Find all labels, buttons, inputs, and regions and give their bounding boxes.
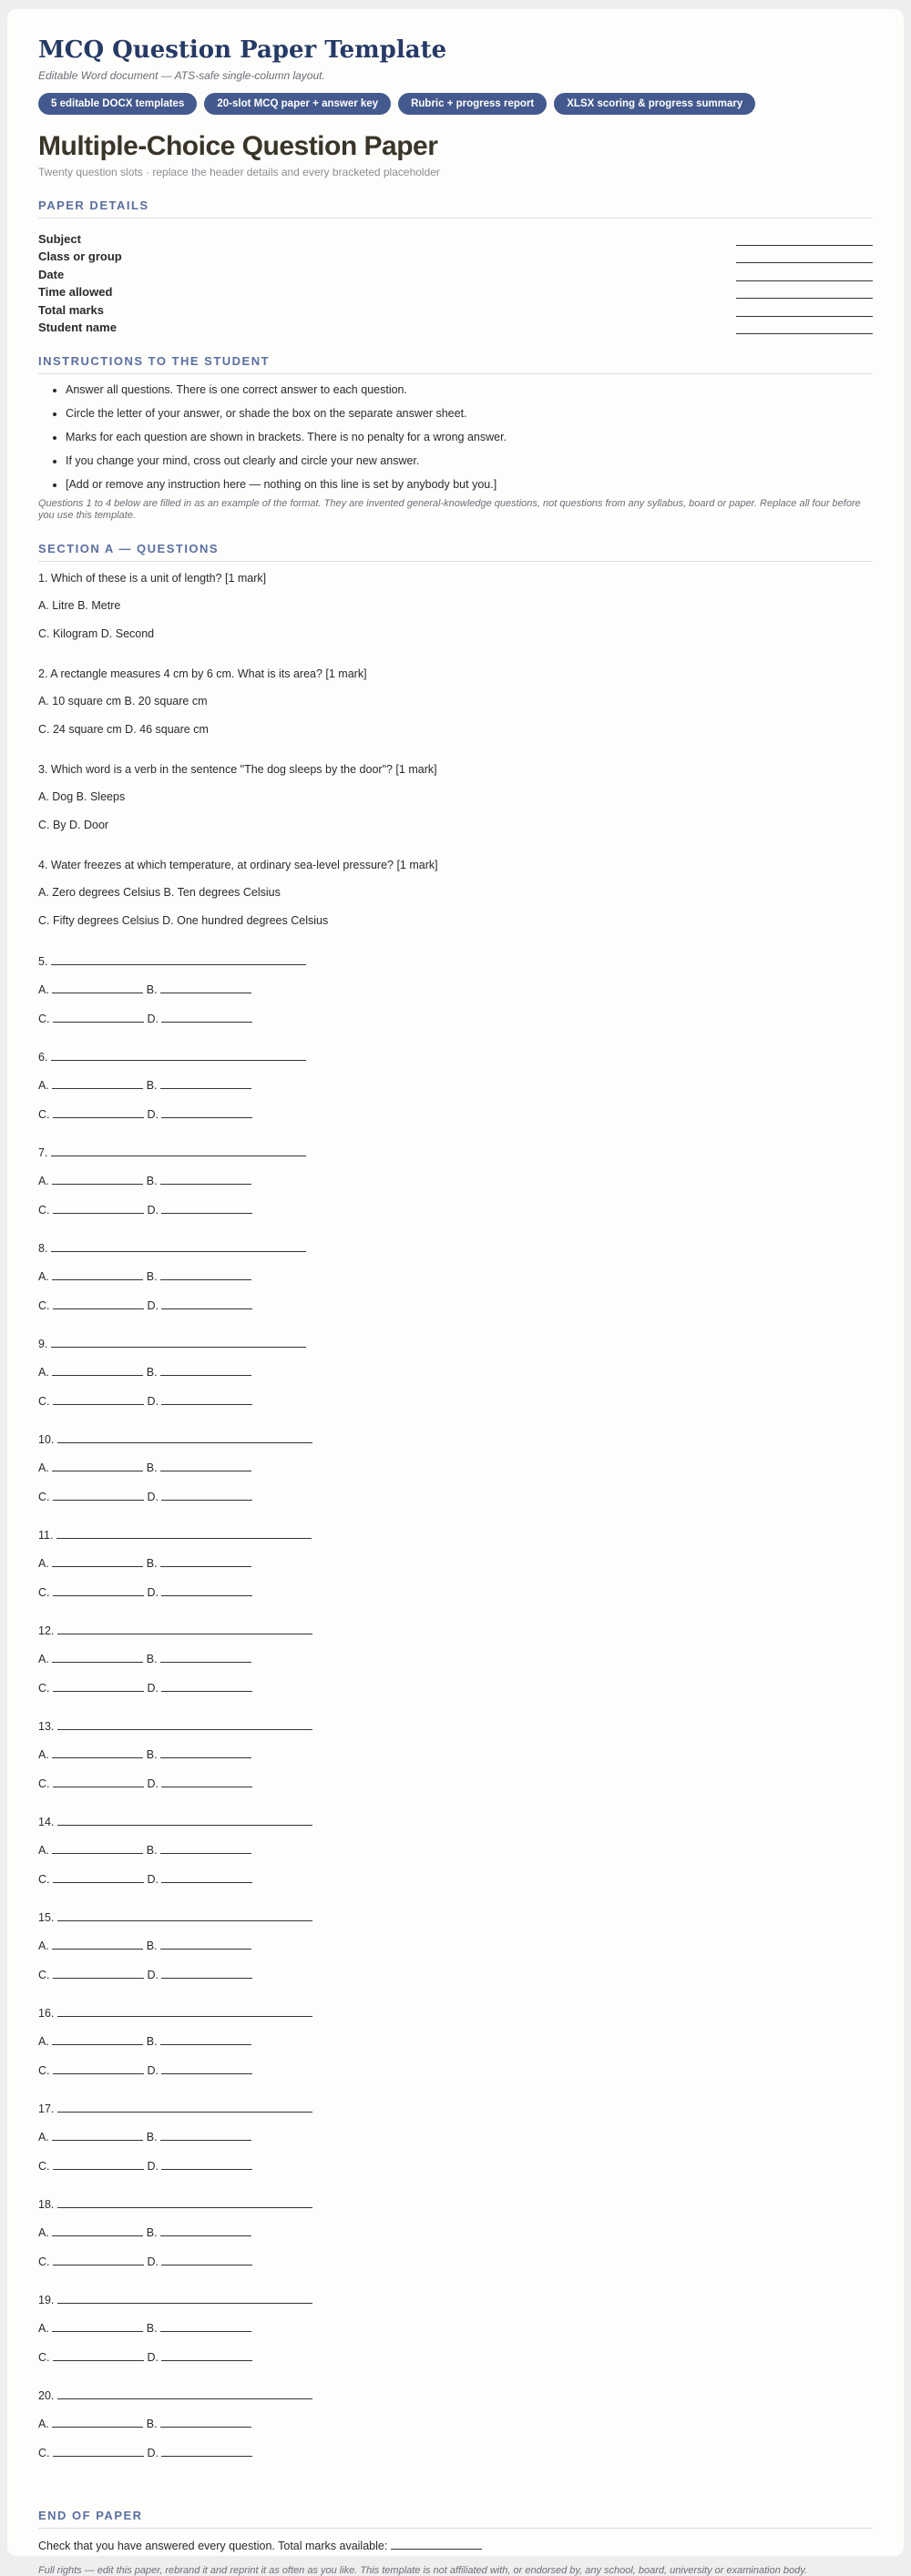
question-blank-line <box>51 1336 306 1348</box>
option-blank-line <box>53 1393 144 1405</box>
question-blank-line <box>57 2005 312 2017</box>
option-blank-line <box>161 2349 252 2361</box>
options-ab <box>38 1842 873 1858</box>
document-page <box>7 9 904 2576</box>
option-letter: B. <box>146 1270 158 1283</box>
question-item <box>38 1049 873 1145</box>
question-number: 14. <box>38 1816 55 1828</box>
section-a-heading: SECTION A — QUESTIONS <box>38 542 873 562</box>
options-cd: C. By D. Door <box>38 819 109 831</box>
options-cd <box>38 1202 873 1217</box>
option-blank-line <box>52 2033 143 2045</box>
options-ab <box>38 1555 873 1571</box>
option-blank-line <box>161 1489 252 1501</box>
options-cd <box>38 2349 873 2365</box>
option-blank-line <box>160 2225 251 2236</box>
options-ab: A. Litre B. Metre <box>38 599 121 612</box>
question-stem: 4. Water freezes at which temperature, at ordinary sea-level pressure? [1 mark] <box>38 859 438 871</box>
option-letter: B. <box>146 2226 158 2239</box>
option-blank-line <box>52 1555 143 1567</box>
option-blank-line <box>160 1364 251 1376</box>
option-letter: A. <box>38 1748 49 1761</box>
detail-label: Subject <box>38 231 81 246</box>
detail-row <box>38 299 873 317</box>
option-letter: A. <box>38 2131 49 2143</box>
options-ab <box>38 1746 873 1762</box>
question-stem <box>38 2388 873 2403</box>
question-stem <box>38 1623 873 1638</box>
option-letter: A. <box>38 2035 49 2048</box>
options-cd <box>38 2158 873 2174</box>
question-item <box>38 1336 873 1431</box>
option-letter: A. <box>38 2418 49 2430</box>
instruction-item: • If you change your mind, cross out clearly and circle your new answer. <box>66 454 873 467</box>
question-number: 18. <box>38 2198 55 2211</box>
options-ab <box>38 2416 873 2431</box>
options-cd <box>38 1106 873 1122</box>
fill-in-line <box>736 232 873 246</box>
question-number: 20. <box>38 2389 55 2402</box>
option-blank-line <box>52 2416 143 2428</box>
question-item <box>38 1814 873 1909</box>
options-ab <box>38 2129 873 2144</box>
option-letter: C. <box>38 1395 50 1408</box>
question-stem <box>38 2196 873 2212</box>
question-number: 13. <box>38 1720 55 1733</box>
option-blank-line <box>160 2320 251 2332</box>
option-letter: A. <box>38 1653 49 1665</box>
option-blank-line <box>160 1268 251 1280</box>
option-letter: B. <box>146 1461 158 1474</box>
question-item <box>38 2388 873 2483</box>
question-item <box>38 1623 873 1718</box>
option-letter: D. <box>147 1108 159 1121</box>
option-blank-line <box>160 1555 251 1567</box>
options-cd <box>38 1680 873 1695</box>
option-blank-line <box>160 1746 251 1758</box>
question-stem <box>38 2005 873 2021</box>
fill-in-line <box>736 303 873 317</box>
options-cd: C. Kilogram D. Second <box>38 627 155 640</box>
option-letter: A. <box>38 1461 49 1474</box>
option-blank-line <box>53 1871 144 1883</box>
option-blank-line <box>161 1871 252 1883</box>
option-letter: B. <box>146 1079 158 1092</box>
option-letter: D. <box>147 2255 159 2268</box>
options-ab <box>38 1651 873 1666</box>
question-blank-line <box>56 1527 312 1539</box>
option-blank-line <box>160 1938 251 1950</box>
options-ab <box>38 1173 873 1188</box>
option-blank-line <box>52 1651 143 1663</box>
option-blank-line <box>161 1776 252 1787</box>
detail-label: Date <box>38 267 65 281</box>
option-blank-line <box>161 1202 252 1214</box>
detail-row <box>38 317 873 335</box>
option-blank-line <box>52 1364 143 1376</box>
question-stem: 2. A rectangle measures 4 cm by 6 cm. What is its area? [1 mark] <box>38 667 367 680</box>
instruction-item: • [Add or remove any instruction here — nothing on this line is set by anybody but you.] <box>66 478 873 491</box>
option-letter: B. <box>146 1653 158 1665</box>
option-letter: B. <box>146 1748 158 1761</box>
question-item <box>38 2005 873 2101</box>
option-letter: A. <box>38 1557 49 1570</box>
options-ab <box>38 1077 873 1093</box>
question-stem <box>38 1814 873 1829</box>
option-letter: C. <box>38 1969 50 1981</box>
option-blank-line <box>161 2445 252 2457</box>
options-cd <box>38 1393 873 1409</box>
question-stem <box>38 1909 873 1925</box>
option-blank-line <box>53 1011 144 1023</box>
option-letter: D. <box>147 1586 159 1599</box>
question-blank-line <box>57 2388 312 2399</box>
feature-tags <box>38 93 873 115</box>
option-letter: A. <box>38 1175 49 1187</box>
question-blank-line <box>51 953 306 965</box>
option-letter: B. <box>146 1557 158 1570</box>
feature-tag: Rubric + progress report <box>398 93 547 115</box>
option-blank-line <box>53 1776 144 1787</box>
option-letter: A. <box>38 1940 49 1952</box>
paper-details-heading: PAPER DETAILS <box>38 199 873 219</box>
options-ab <box>38 1364 873 1380</box>
detail-row <box>38 228 873 246</box>
option-letter: C. <box>38 2351 50 2364</box>
question-number: 17. <box>38 2103 55 2115</box>
detail-label: Student name <box>38 321 117 334</box>
options-ab <box>38 2033 873 2049</box>
total-marks-line <box>391 2538 482 2550</box>
option-blank-line <box>161 1680 252 1692</box>
question-number: 19. <box>38 2294 55 2306</box>
option-blank-line <box>160 2129 251 2141</box>
option-blank-line <box>161 1584 252 1596</box>
option-blank-line <box>52 982 143 993</box>
option-letter: C. <box>38 1108 50 1121</box>
paper-title: Multiple-Choice Question Paper <box>38 131 438 161</box>
option-blank-line <box>53 1489 144 1501</box>
question-stem <box>38 1527 873 1543</box>
question-stem <box>38 1431 873 1447</box>
options-cd <box>38 1489 873 1504</box>
options-ab <box>38 1460 873 1475</box>
question-number: 11. <box>38 1529 54 1542</box>
option-blank-line <box>53 2062 144 2074</box>
option-letter: D. <box>147 1777 159 1790</box>
option-blank-line <box>53 1298 144 1309</box>
question-stem <box>38 1049 873 1064</box>
option-letter: D. <box>147 1873 159 1886</box>
question-item <box>38 762 873 858</box>
option-letter: A. <box>38 1366 49 1379</box>
options-cd: C. Fifty degrees Celsius D. One hundred degrees Celsius <box>38 914 329 927</box>
option-blank-line <box>53 1967 144 1979</box>
question-item <box>38 1145 873 1240</box>
option-blank-line <box>160 1842 251 1854</box>
option-blank-line <box>52 2225 143 2236</box>
option-letter: D. <box>147 1969 159 1981</box>
detail-label: Total marks <box>38 302 105 317</box>
question-number: 15. <box>38 1911 55 1924</box>
question-stem <box>38 2292 873 2307</box>
instruction-item: • Answer all questions. There is one correct answer to each question. <box>66 383 873 396</box>
option-letter: C. <box>38 2160 50 2173</box>
question-blank-line <box>57 2101 312 2113</box>
question-stem: 1. Which of these is a unit of length? [1 mark] <box>38 572 267 585</box>
question-stem <box>38 2101 873 2116</box>
question-blank-line <box>51 1049 306 1061</box>
option-blank-line <box>161 1298 252 1309</box>
option-blank-line <box>52 1173 143 1185</box>
option-blank-line <box>53 1680 144 1692</box>
option-blank-line <box>52 2129 143 2141</box>
options-ab <box>38 1938 873 1953</box>
option-blank-line <box>53 2254 144 2265</box>
question-blank-line <box>57 1718 312 1730</box>
question-stem <box>38 1240 873 1256</box>
option-letter: D. <box>147 1491 159 1503</box>
question-item <box>38 571 873 667</box>
option-blank-line <box>160 1173 251 1185</box>
option-letter: A. <box>38 1270 49 1283</box>
options-cd <box>38 2445 873 2460</box>
option-letter: C. <box>38 2255 50 2268</box>
option-letter: C. <box>38 1586 50 1599</box>
option-blank-line <box>53 2158 144 2170</box>
fill-in-line <box>736 285 873 299</box>
option-letter: D. <box>147 1299 159 1312</box>
fill-in-line <box>736 321 873 334</box>
question-item <box>38 2101 873 2196</box>
end-of-paper-heading: END OF PAPER <box>38 2509 873 2529</box>
question-blank-line <box>51 1240 306 1252</box>
option-blank-line <box>161 1393 252 1405</box>
feature-tag: XLSX scoring & progress summary <box>554 93 755 115</box>
option-blank-line <box>53 2349 144 2361</box>
feature-tag: 5 editable DOCX templates <box>38 93 197 115</box>
question-blank-line <box>57 1814 312 1826</box>
question-number: 12. <box>38 1624 55 1637</box>
detail-row <box>38 281 873 300</box>
option-blank-line <box>161 2062 252 2074</box>
option-letter: B. <box>146 983 158 996</box>
question-stem <box>38 1145 873 1160</box>
option-blank-line <box>161 2158 252 2170</box>
options-cd <box>38 1776 873 1791</box>
option-blank-line <box>160 2416 251 2428</box>
option-letter: C. <box>38 1682 50 1695</box>
option-letter: B. <box>146 2322 158 2335</box>
option-letter: C. <box>38 1777 50 1790</box>
question-item <box>38 1527 873 1623</box>
detail-label: Time allowed <box>38 285 113 299</box>
end-instruction-text: Check that you have answered every question. Total marks available: <box>38 2540 388 2552</box>
end-instruction <box>38 2538 873 2552</box>
option-letter: C. <box>38 1491 50 1503</box>
blank-questions <box>38 953 873 2483</box>
option-blank-line <box>52 1746 143 1758</box>
option-letter: D. <box>147 1013 159 1025</box>
example-note: Questions 1 to 4 below are filled in as an example of the format. They are invented general-knowledge questions, not questions from any syllabus, board or paper. Replace all four before you use this template. <box>38 498 861 521</box>
option-letter: C. <box>38 1204 50 1217</box>
option-letter: A. <box>38 2322 49 2335</box>
option-letter: A. <box>38 2226 49 2239</box>
option-blank-line <box>53 1584 144 1596</box>
options-cd <box>38 2254 873 2269</box>
question-blank-line <box>57 1909 312 1921</box>
options-ab <box>38 982 873 997</box>
paper-details <box>38 228 873 334</box>
question-blank-line <box>51 1145 306 1156</box>
detail-row <box>38 263 873 281</box>
question-item <box>38 953 873 1049</box>
question-number: 16. <box>38 2007 55 2020</box>
option-letter: C. <box>38 1299 50 1312</box>
question-number: 6. <box>38 1051 48 1064</box>
feature-tag: 20-slot MCQ paper + answer key <box>204 93 391 115</box>
question-item <box>38 858 873 953</box>
options-cd <box>38 1871 873 1887</box>
question-item <box>38 667 873 762</box>
question-number: 7. <box>38 1146 48 1159</box>
option-letter: C. <box>38 2447 50 2459</box>
detail-row <box>38 246 873 264</box>
option-letter: A. <box>38 983 49 996</box>
question-stem <box>38 953 873 969</box>
options-ab: A. Dog B. Sleeps <box>38 790 126 803</box>
fill-in-line <box>736 249 873 263</box>
question-stem <box>38 1336 873 1351</box>
options-ab: A. 10 square cm B. 20 square cm <box>38 695 208 708</box>
question-number: 10. <box>38 1433 55 1446</box>
option-letter: B. <box>146 2418 158 2430</box>
option-blank-line <box>53 2445 144 2457</box>
options-cd <box>38 1298 873 1313</box>
instruction-item: • Marks for each question are shown in brackets. There is no penalty for a wrong answer. <box>66 431 873 443</box>
question-number: 8. <box>38 1242 48 1255</box>
option-blank-line <box>160 982 251 993</box>
option-letter: D. <box>147 2351 159 2364</box>
option-letter: B. <box>146 1940 158 1952</box>
option-blank-line <box>52 1938 143 1950</box>
question-blank-line <box>57 2196 312 2208</box>
option-letter: D. <box>147 1682 159 1695</box>
instruction-item: • Circle the letter of your answer, or shade the box on the separate answer sheet. <box>66 407 873 420</box>
question-list <box>38 571 873 2483</box>
question-item <box>38 1718 873 1814</box>
option-letter: B. <box>146 1175 158 1187</box>
option-letter: A. <box>38 1079 49 1092</box>
option-letter: D. <box>147 2447 159 2459</box>
option-blank-line <box>52 1268 143 1280</box>
option-blank-line <box>52 2320 143 2332</box>
option-letter: B. <box>146 1366 158 1379</box>
option-letter: B. <box>146 2131 158 2143</box>
question-item <box>38 2196 873 2292</box>
option-letter: D. <box>147 1395 159 1408</box>
option-blank-line <box>53 1106 144 1118</box>
instructions-heading: INSTRUCTIONS TO THE STUDENT <box>38 354 873 374</box>
instructions-list <box>38 383 873 491</box>
option-blank-line <box>160 2033 251 2045</box>
paper-subtitle: Twenty question slots · replace the header details and every bracketed placeholder <box>38 166 440 178</box>
document-subtitle: Editable Word document — ATS-safe single-column layout. <box>38 69 325 82</box>
option-letter: C. <box>38 1013 50 1025</box>
options-cd <box>38 1584 873 1600</box>
document-title: MCQ Question Paper Template <box>38 36 447 64</box>
options-cd: C. 24 square cm D. 46 square cm <box>38 723 209 736</box>
option-letter: C. <box>38 1873 50 1886</box>
question-item <box>38 1909 873 2005</box>
option-letter: C. <box>38 2064 50 2077</box>
question-blank-line <box>57 1431 312 1443</box>
rights-footer: Full rights — edit this paper, rebrand it and reprint it as often as you like. This template is not affiliated with, or endorsed by, any school, board, university or examination body. <box>38 2565 807 2576</box>
option-letter: D. <box>147 1204 159 1217</box>
fill-in-line <box>736 268 873 281</box>
options-cd <box>38 2062 873 2078</box>
option-blank-line <box>161 1967 252 1979</box>
question-stem <box>38 1718 873 1734</box>
option-letter: D. <box>147 2160 159 2173</box>
option-blank-line <box>160 1460 251 1471</box>
question-number: 9. <box>38 1338 48 1350</box>
question-blank-line <box>57 2292 312 2304</box>
options-ab <box>38 1268 873 1284</box>
option-blank-line <box>161 2254 252 2265</box>
options-cd <box>38 1011 873 1026</box>
question-number: 5. <box>38 955 48 968</box>
question-item <box>38 2292 873 2388</box>
option-blank-line <box>53 1202 144 1214</box>
question-item <box>38 1240 873 1336</box>
option-letter: B. <box>146 2035 158 2048</box>
option-blank-line <box>52 1842 143 1854</box>
option-blank-line <box>52 1460 143 1471</box>
options-cd <box>38 1967 873 1982</box>
option-blank-line <box>161 1011 252 1023</box>
option-letter: B. <box>146 1844 158 1857</box>
option-letter: A. <box>38 1844 49 1857</box>
options-ab <box>38 2225 873 2240</box>
option-blank-line <box>160 1651 251 1663</box>
question-item <box>38 1431 873 1527</box>
options-ab <box>38 2320 873 2336</box>
question-stem: 3. Which word is a verb in the sentence "The dog sleeps by the door"? [1 mark] <box>38 763 437 776</box>
option-blank-line <box>161 1106 252 1118</box>
question-blank-line <box>57 1623 312 1634</box>
option-blank-line <box>160 1077 251 1089</box>
option-blank-line <box>52 1077 143 1089</box>
detail-label: Class or group <box>38 249 122 263</box>
option-letter: D. <box>147 2064 159 2077</box>
options-ab: A. Zero degrees Celsius B. Ten degrees Celsius <box>38 886 281 899</box>
